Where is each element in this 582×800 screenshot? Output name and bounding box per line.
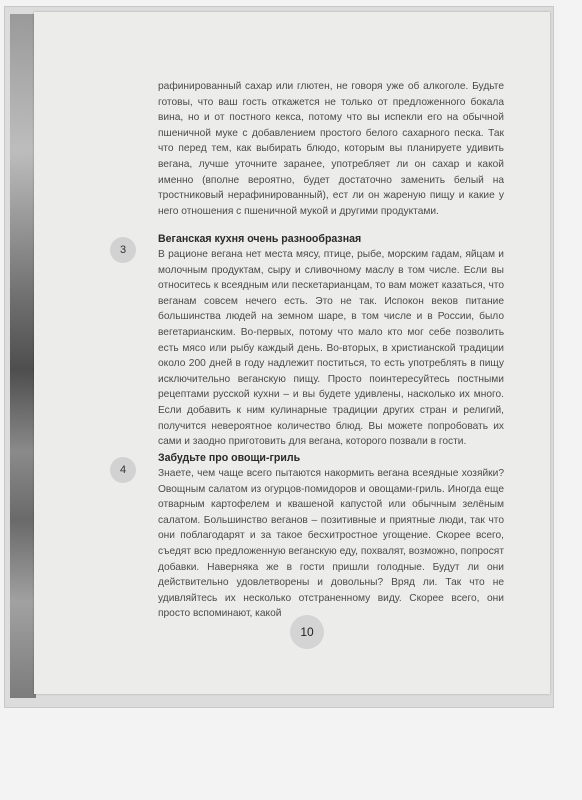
section-4-text: Знаете, чем чаще всего пытаются накормить вегана всеядные хозяйки? Овощным салатом из огурцов-помидоров и овощами-гриль. Иногда еще отварным картофелем и квашеной капустой или обычным зелёным салатом. Большинство веганов – позитивные и приятные люди, так что они поблагодарят и за такое бесхитростное угощение. Скорее всего, съедят всю предложенную веганскую еду, похвалят, возможно, попросят добавки. Наверняка же в гости пришли голодные. Будут ли они действительно удовлетворены и довольны? Вряд ли. Так что не удивляйтесь их несколько отстраненному виду. Скорее всего, они просто вспоминают, какой	[158, 468, 504, 620]
section-3-number-badge: 3	[110, 237, 136, 263]
facing-page-photo-strip	[10, 14, 36, 698]
section-4-number-badge: 4	[110, 457, 136, 483]
section-3-title: Веганская кухня очень разнообразная	[158, 233, 362, 245]
section-4-title: Забудьте про овощи-гриль	[158, 452, 301, 464]
section-3-text: В рационе вегана нет места мясу, птице, рыбе, морским гадам, яйцам и молочным продуктам, сыру и сливочному маслу в том числе. Если вы относитесь к всеядным или пескетарианцам, то вам может казаться, что веганам совсем нечего есть. Это не так. Испокон веков питание большинства людей на земном шаре, в том числе и в России, было вегетарианским. Во-первых, потому что мало кто мог себе позволить есть мясо или рыбу каждый день. Во-вторых, в христианской традиции около 200 дней в году надлежит поститься, то есть употреблять в пищу исключительно веганскую пищу. Просто поинтересуйтесь постными рецептами русской кухни – и вы будете удивлены, насколько их много. Если добавить к ним кулинарные традиции других стран и религий, получится невероятное количество блюд. Вы можете попробовать их сами и заодно приготовить для вегана, которого позвали в гости.	[158, 249, 504, 448]
page-number: 10	[290, 615, 324, 649]
top-paragraph: рафинированный сахар или глютен, не говоря уже об алкоголе. Будьте готовы, что ваш гость откажется не только от предложенного бокала вина, но и от постного кекса, потому что вы испекли его на обычной пшеничной муке с добавлением простого белого сахарного песка. Так что перед тем, как выбирать блюдо, которым вы планируете удивить вегана, лучше уточните заранее, употребляет ли он сахар и какой именно (вполне вероятно, будет достаточно заменить белый на тростниковый нерафинированный), ест ли он жареную пищу и какие у него отношения с пшеничной мукой и другими продуктами.	[158, 81, 504, 217]
book-page	[34, 12, 550, 694]
